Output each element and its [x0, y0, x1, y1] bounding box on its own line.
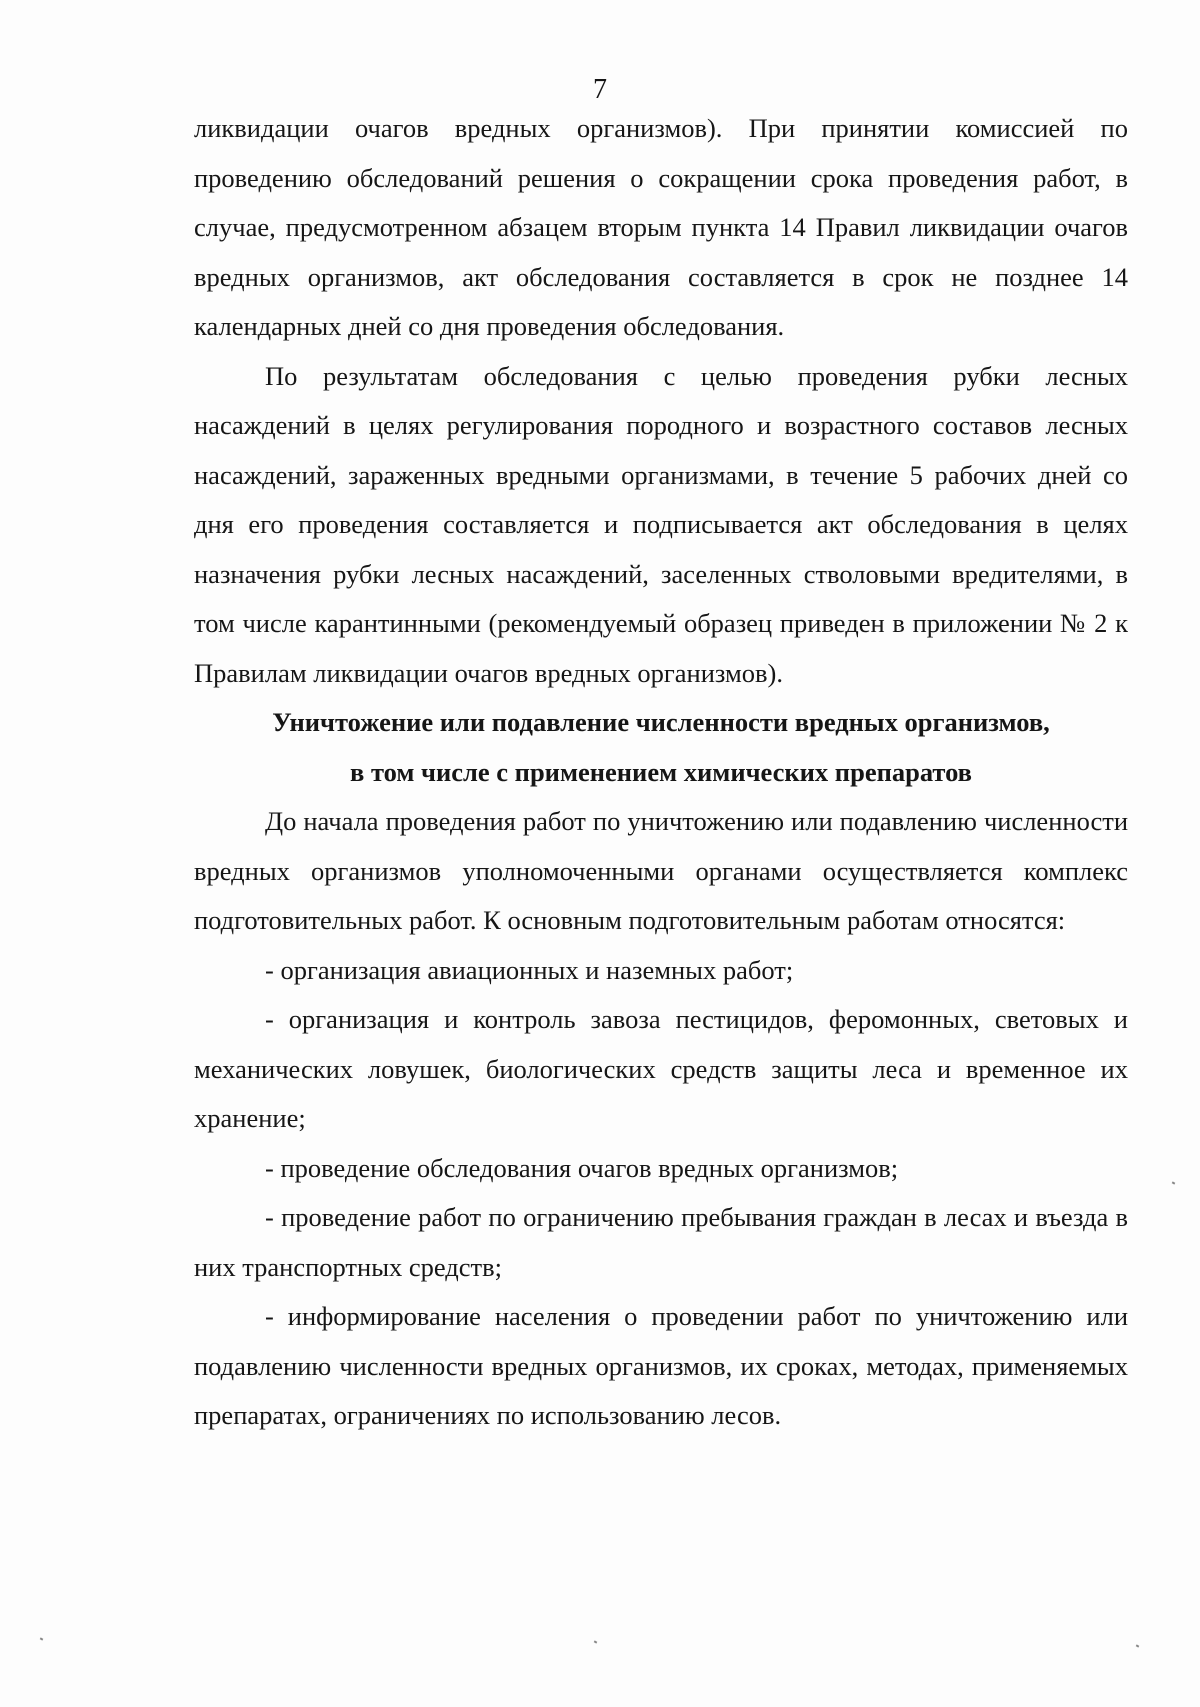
- list-item-pesticide-delivery: - организация и контроль завоза пестицидов, феромонных, световых и механических ловушек, биологических средств защиты леса и временное их хранение;: [194, 1004, 1128, 1133]
- scan-mark-center: [594, 1640, 598, 1643]
- list-item-aviation-works: - организация авиационных и наземных работ;: [265, 954, 794, 985]
- document-body: [194, 104, 1128, 1441]
- list-item-public-information: - информирование населения о проведении работ по уничтожению или подавлению численности вредных организмов, их сроках, методах, применяемых препаратах, ограничениях по использованию лесов.: [194, 1301, 1128, 1430]
- paragraph-continuation: ликвидации очагов вредных организмов). При принятии комиссией по проведению обследований решения о сокращении срока проведения работ, в случае, предусмотренном абзацем вторым пункта 14 Правил ликвидации очагов вредных организмов, акт обследования составляется в срок не позднее 14 календарных дней со дня проведения обследования.: [194, 113, 1128, 341]
- page-number: 7: [593, 74, 607, 105]
- scan-mark-margin: [1172, 1181, 1176, 1184]
- paragraph-preparatory-works: До начала проведения работ по уничтожению или подавлению численности вредных организмов уполномоченными органами осуществляется комплекс подготовительных работ. К основным подготовительным работам относятся:: [194, 806, 1128, 935]
- section-heading-line-1: Уничтожение или подавление численности вредных организмов,: [272, 707, 1050, 737]
- paragraph-survey-results: По результатам обследования с целью проведения рубки лесных насаждений в целях регулирования породного и возрастного составов лесных насаждений, зараженных вредными организмами, в течение 5 рабочих дней со дня его проведения составляется и подписывается акт обследования в целях назначения рубки лесных насаждений, заселенных стволовыми вредителями, в том числе карантинными (рекомендуемый образец приведен в приложении № 2 к Правилам ликвидации очагов вредных организмов).: [194, 360, 1128, 688]
- list-item-foci-survey: - проведение обследования очагов вредных организмов;: [265, 1152, 899, 1183]
- scan-mark-right: [1136, 1644, 1140, 1647]
- section-heading-line-2: в том числе с применением химических препаратов: [350, 756, 972, 787]
- list-item-access-restriction: - проведение работ по ограничению пребывания граждан в лесах и въезда в них транспортных средств;: [194, 1202, 1128, 1282]
- scan-mark-left: [40, 1637, 44, 1640]
